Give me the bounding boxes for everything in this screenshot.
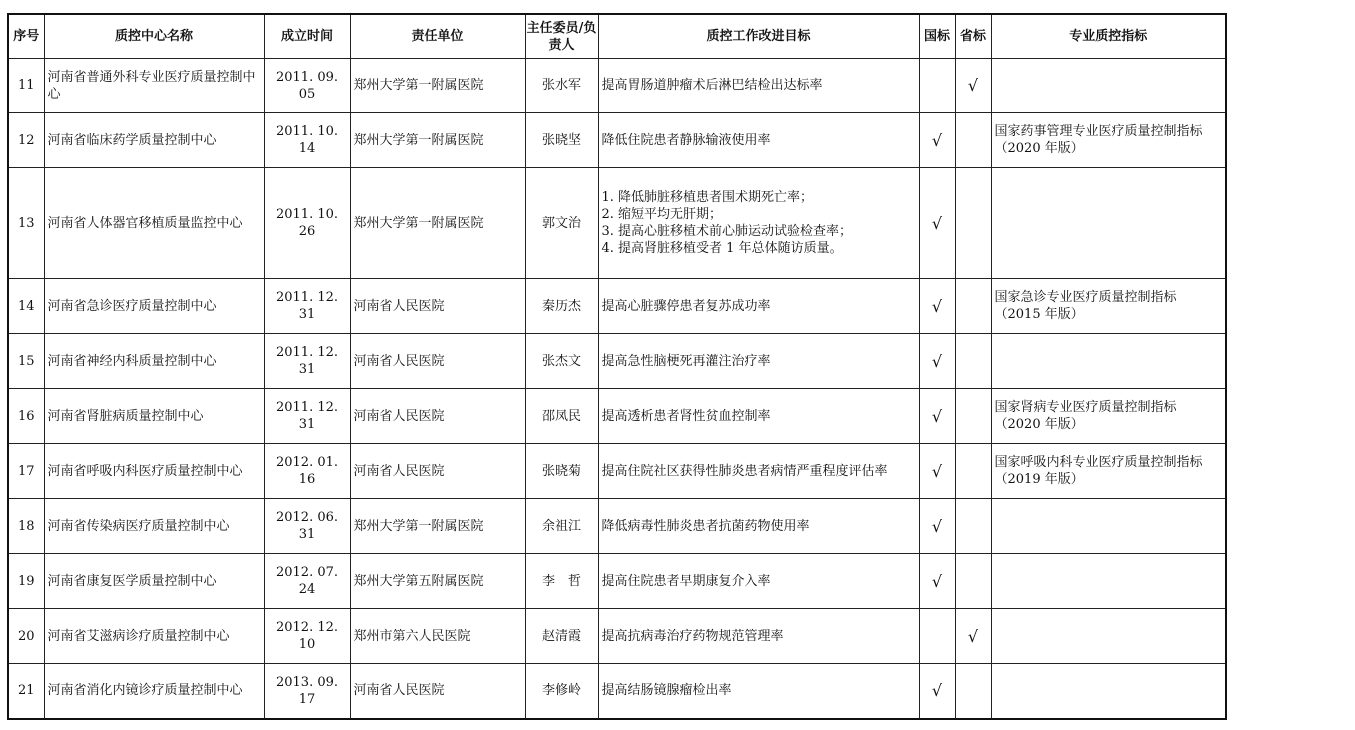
provincial-standard-check: [955, 664, 991, 719]
table-row: [8, 389, 1226, 444]
goal-item: 降低病毒性肺炎患者抗菌药物使用率: [601, 518, 810, 534]
established-date: 2011. 09. 05: [264, 59, 350, 113]
header-center-name: 质控中心名称: [44, 14, 264, 59]
center-name: 河南省艾滋病诊疗质量控制中心: [44, 609, 264, 664]
header-quality-indicator: 专业质控指标: [991, 14, 1226, 59]
table-row: [8, 113, 1226, 168]
improvement-goal: [598, 113, 919, 168]
improvement-goal: [598, 279, 919, 334]
director: 郭文治: [525, 168, 598, 279]
provincial-standard-check: [955, 279, 991, 334]
responsible-unit: 郑州大学第一附属医院: [350, 59, 525, 113]
responsible-unit: 郑州大学第一附属医院: [350, 113, 525, 168]
responsible-unit: 郑州大学第一附属医院: [350, 499, 525, 554]
header-responsible-unit: 责任单位: [350, 14, 525, 59]
row-no: 20: [8, 609, 44, 664]
established-date: 2011. 12. 31: [264, 279, 350, 334]
goal-item: 4. 提高肾脏移植受者 1 年总体随访质量。: [601, 241, 843, 256]
quality-indicator: 国家药事管理专业医疗质量控制指标（2020 年版）: [991, 113, 1226, 168]
responsible-unit: 郑州大学第一附属医院: [350, 168, 525, 279]
responsible-unit: 河南省人民医院: [350, 279, 525, 334]
table-row: [8, 334, 1226, 389]
director: 张晓坚: [525, 113, 598, 168]
center-name: 河南省呼吸内科医疗质量控制中心: [44, 444, 264, 499]
row-no: 17: [8, 444, 44, 499]
table-row: [8, 444, 1226, 499]
provincial-standard-check: [955, 554, 991, 609]
director: 余祖江: [525, 499, 598, 554]
quality-indicator: 国家急诊专业医疗质量控制指标（2015 年版）: [991, 279, 1226, 334]
improvement-goal: [598, 609, 919, 664]
row-no: 18: [8, 499, 44, 554]
provincial-standard-check: [955, 168, 991, 279]
improvement-goal: [598, 168, 919, 279]
row-no: 11: [8, 59, 44, 113]
national-standard-check: √: [919, 444, 955, 499]
national-standard-check: √: [919, 664, 955, 719]
quality-indicator: 国家肾病专业医疗质量控制指标（2020 年版）: [991, 389, 1226, 444]
center-name: 河南省消化内镜诊疗质量控制中心: [44, 664, 264, 719]
center-name: 河南省传染病医疗质量控制中心: [44, 499, 264, 554]
improvement-goal: [598, 554, 919, 609]
goal-item: 提高胃肠道肿瘤术后淋巴结检出达标率: [601, 78, 823, 93]
director: 赵清霞: [525, 609, 598, 664]
established-date: 2011. 12. 31: [264, 334, 350, 389]
quality-indicator: [991, 664, 1226, 719]
established-date: 2011. 10. 26: [264, 168, 350, 279]
director: 张水军: [525, 59, 598, 113]
responsible-unit: 郑州市第六人民医院: [350, 609, 525, 664]
national-standard-check: √: [919, 334, 955, 389]
quality-indicator: [991, 334, 1226, 389]
table-row: [8, 279, 1226, 334]
quality-indicator: [991, 168, 1226, 279]
responsible-unit: 河南省人民医院: [350, 389, 525, 444]
header-provincial-standard: 省标: [955, 14, 991, 59]
center-name: 河南省普通外科专业医疗质量控制中心: [44, 59, 264, 113]
quality-control-centers-table: [7, 13, 1227, 720]
quality-indicator: [991, 59, 1226, 113]
national-standard-check: √: [919, 389, 955, 444]
goal-item: 1. 降低肺脏移植患者围术期死亡率；: [601, 190, 814, 205]
center-name: 河南省临床药学质量控制中心: [44, 113, 264, 168]
center-name: 河南省康复医学质量控制中心: [44, 554, 264, 609]
director: 张杰文: [525, 334, 598, 389]
improvement-goal: [598, 334, 919, 389]
table-row: [8, 499, 1226, 554]
center-name: 河南省人体器官移植质量监控中心: [44, 168, 264, 279]
director: 邵凤民: [525, 389, 598, 444]
table-row: [8, 168, 1226, 279]
national-standard-check: [919, 609, 955, 664]
center-name: 河南省神经内科质量控制中心: [44, 334, 264, 389]
improvement-goal: [598, 499, 919, 554]
row-no: 15: [8, 334, 44, 389]
provincial-standard-check: √: [955, 59, 991, 113]
table-row: [8, 664, 1226, 719]
established-date: 2012. 07. 24: [264, 554, 350, 609]
provincial-standard-check: [955, 499, 991, 554]
quality-indicator: [991, 609, 1226, 664]
provincial-standard-check: √: [955, 609, 991, 664]
established-date: 2011. 12. 31: [264, 389, 350, 444]
national-standard-check: √: [919, 113, 955, 168]
improvement-goal: [598, 664, 919, 719]
table-body: [8, 59, 1226, 719]
header-no: 序号: [8, 14, 44, 59]
national-standard-check: √: [919, 279, 955, 334]
goal-item: 提高住院患者早期康复介入率: [601, 573, 771, 589]
provincial-standard-check: [955, 334, 991, 389]
goal-item: 降低住院患者静脉输液使用率: [601, 132, 771, 148]
row-no: 19: [8, 554, 44, 609]
national-standard-check: √: [919, 168, 955, 279]
table-header-row: [8, 14, 1226, 59]
improvement-goal: [598, 59, 919, 113]
table-row: [8, 554, 1226, 609]
director: 李 哲: [525, 554, 598, 609]
goal-item: 3. 提高心脏移植术前心肺运动试验检查率；: [601, 224, 853, 239]
responsible-unit: 河南省人民医院: [350, 334, 525, 389]
table-row: [8, 59, 1226, 113]
responsible-unit: 河南省人民医院: [350, 664, 525, 719]
director: 李修岭: [525, 664, 598, 719]
row-no: 13: [8, 168, 44, 279]
goal-item: 2. 缩短平均无肝期；: [601, 207, 723, 222]
provincial-standard-check: [955, 389, 991, 444]
goal-item: 提高急性脑梗死再灌注治疗率: [601, 353, 771, 369]
quality-indicator: [991, 499, 1226, 554]
header-director: 主任委员/负责人: [525, 14, 598, 59]
provincial-standard-check: [955, 113, 991, 168]
goal-item: 提高住院社区获得性肺炎患者病情严重程度评估率: [601, 463, 888, 479]
director: 张晓菊: [525, 444, 598, 499]
established-date: 2012. 12. 10: [264, 609, 350, 664]
goal-item: 提高结肠镜腺瘤检出率: [601, 683, 732, 699]
director: 秦历杰: [525, 279, 598, 334]
established-date: 2011. 10. 14: [264, 113, 350, 168]
goal-item: 提高心脏骤停患者复苏成功率: [601, 298, 771, 314]
row-no: 21: [8, 664, 44, 719]
provincial-standard-check: [955, 444, 991, 499]
goal-item: 提高透析患者肾性贫血控制率: [601, 408, 771, 424]
header-improvement-goal: 质控工作改进目标: [598, 14, 919, 59]
center-name: 河南省肾脏病质量控制中心: [44, 389, 264, 444]
responsible-unit: 郑州大学第五附属医院: [350, 554, 525, 609]
responsible-unit: 河南省人民医院: [350, 444, 525, 499]
quality-indicator: 国家呼吸内科专业医疗质量控制指标（2019 年版）: [991, 444, 1226, 499]
row-no: 12: [8, 113, 44, 168]
row-no: 14: [8, 279, 44, 334]
goal-item: 提高抗病毒治疗药物规范管理率: [601, 628, 784, 644]
established-date: 2012. 06. 31: [264, 499, 350, 554]
improvement-goal: [598, 389, 919, 444]
quality-indicator: [991, 554, 1226, 609]
national-standard-check: √: [919, 554, 955, 609]
national-standard-check: [919, 59, 955, 113]
established-date: 2013. 09. 17: [264, 664, 350, 719]
table-row: [8, 609, 1226, 664]
national-standard-check: √: [919, 499, 955, 554]
header-established-date: 成立时间: [264, 14, 350, 59]
row-no: 16: [8, 389, 44, 444]
established-date: 2012. 01. 16: [264, 444, 350, 499]
improvement-goal: [598, 444, 919, 499]
header-national-standard: 国标: [919, 14, 955, 59]
center-name: 河南省急诊医疗质量控制中心: [44, 279, 264, 334]
